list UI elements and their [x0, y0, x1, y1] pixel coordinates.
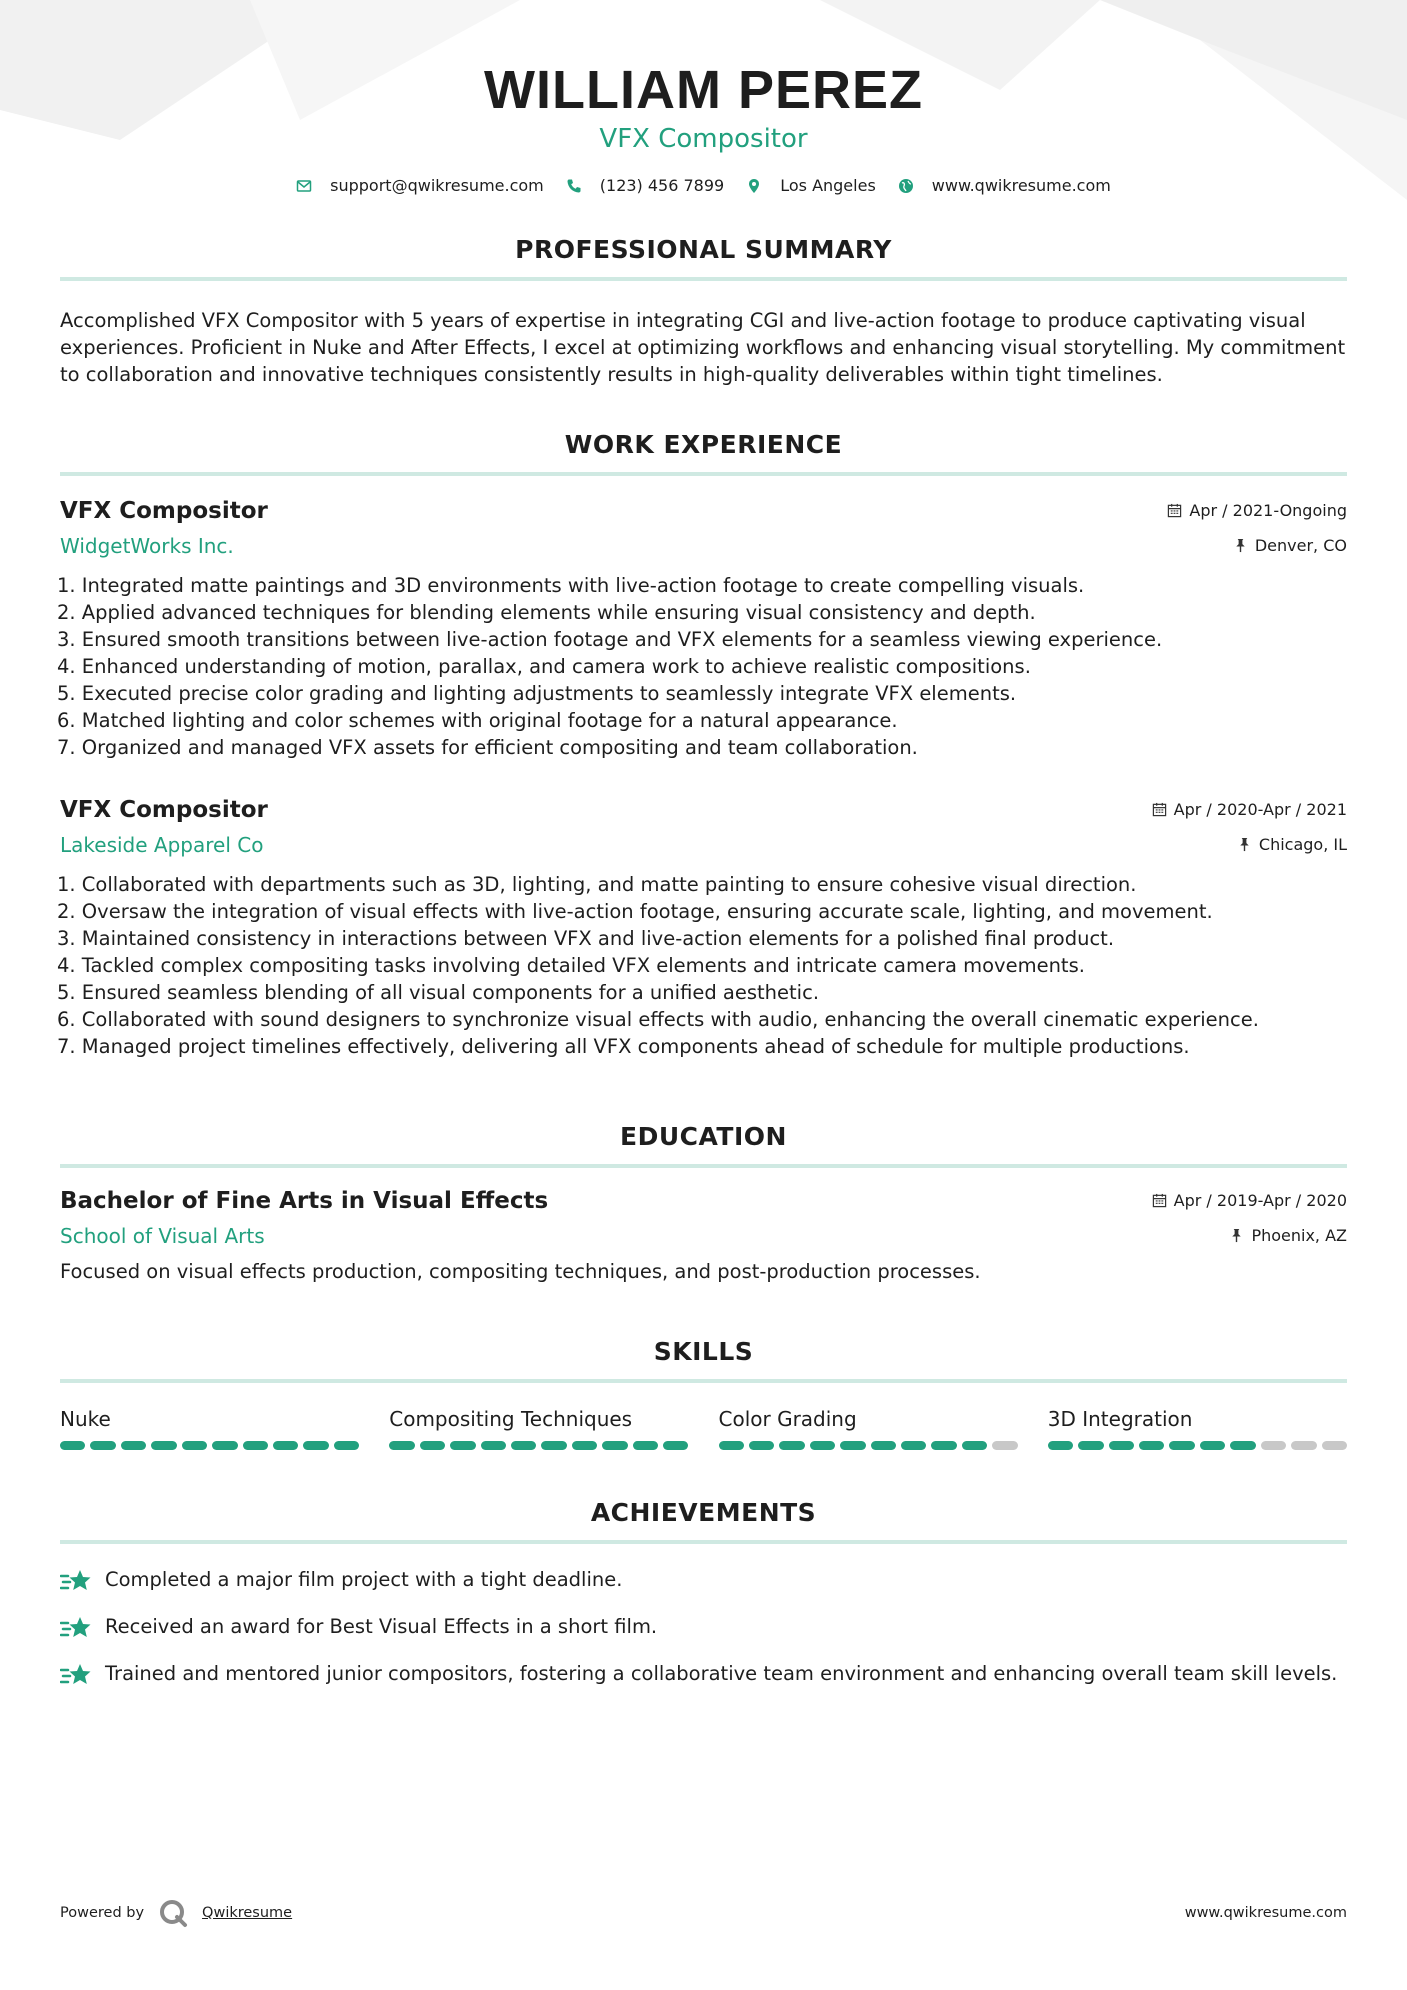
- location-text: Los Angeles: [780, 176, 876, 195]
- job-title: VFX Compositor: [599, 124, 808, 154]
- skill-level-segment: [182, 1441, 207, 1450]
- skill-name: Nuke: [60, 1407, 111, 1431]
- job-dates-text: Apr / 2021-Ongoing: [1189, 501, 1347, 520]
- skill-level-segment: [334, 1441, 359, 1450]
- achievements-heading: ACHIEVEMENTS: [60, 1498, 1347, 1544]
- education-description: Focused on visual effects production, compositing techniques, and post-production processes.: [60, 1260, 981, 1283]
- list-item: 4. Tackled complex compositing tasks involving detailed VFX elements and intricate camera movements.: [57, 954, 1085, 977]
- skill-item: [60, 1407, 359, 1450]
- job-company: WidgetWorks Inc.: [60, 534, 234, 558]
- job-entry: [57, 498, 1347, 761]
- skill-level-segment: [1261, 1441, 1286, 1450]
- skill-level-segment: [810, 1441, 835, 1450]
- achievement-text: Completed a major film project with a tight deadline.: [105, 1568, 623, 1591]
- contact-location: [746, 176, 876, 195]
- calendar-icon: [1167, 503, 1182, 518]
- skill-level-segment: [572, 1441, 597, 1450]
- pushpin-icon: [1237, 837, 1252, 852]
- job-company: Lakeside Apparel Co: [60, 833, 264, 857]
- skill-level-segment: [1048, 1441, 1073, 1450]
- phone-text: (123) 456 7899: [599, 176, 725, 195]
- skill-level-segment: [541, 1441, 566, 1450]
- skill-level-bar: [1048, 1441, 1347, 1450]
- education-dates-text: Apr / 2019-Apr / 2020: [1173, 1191, 1347, 1210]
- skill-level-segment: [243, 1441, 268, 1450]
- skill-level-segment: [1291, 1441, 1316, 1450]
- skill-level-segment: [840, 1441, 865, 1450]
- qwikresume-logo-icon: [158, 1898, 188, 1928]
- list-item: 2. Oversaw the integration of visual effects with live-action footage, ensuring accurate scale, lighting, and movement.: [57, 900, 1213, 923]
- education-location-text: Phoenix, AZ: [1251, 1226, 1347, 1245]
- skills-grid: [60, 1407, 1347, 1450]
- list-item: 7. Organized and managed VFX assets for efficient compositing and team collaboration.: [57, 736, 918, 759]
- contact-email[interactable]: [296, 176, 544, 195]
- pushpin-icon: [1233, 538, 1248, 553]
- skill-level-segment: [151, 1441, 176, 1450]
- star-badge-icon: [60, 1613, 94, 1643]
- skill-name: Compositing Techniques: [389, 1407, 633, 1431]
- job-location: [1237, 835, 1347, 854]
- skill-level-segment: [1078, 1441, 1103, 1450]
- list-item: 3. Ensured smooth transitions between live-action footage and VFX elements for a seamless viewing experience.: [57, 628, 1163, 651]
- job-bullets: [57, 572, 1347, 761]
- list-item: 5. Ensured seamless blending of all visual components for a unified aesthetic.: [57, 981, 820, 1004]
- list-item: 3. Maintained consistency in interactions between VFX and live-action elements for a polished final product.: [57, 927, 1115, 950]
- calendar-icon: [1152, 1193, 1167, 1208]
- achievement-item: [60, 1566, 1347, 1596]
- contact-website[interactable]: [898, 176, 1111, 195]
- job-dates: [1152, 800, 1347, 819]
- education-location: [1229, 1226, 1347, 1245]
- skill-level-segment: [1139, 1441, 1164, 1450]
- skill-level-segment: [1169, 1441, 1194, 1450]
- skill-level-bar: [60, 1441, 359, 1450]
- degree: Bachelor of Fine Arts in Visual Effects: [60, 1188, 549, 1214]
- skill-level-segment: [389, 1441, 414, 1450]
- powered-by: [60, 1898, 292, 1928]
- job-bullets: [57, 871, 1347, 1060]
- list-item: 1. Integrated matte paintings and 3D environments with live-action footage to create compelling visuals.: [57, 574, 1085, 597]
- skill-level-segment: [121, 1441, 146, 1450]
- skill-level-segment: [303, 1441, 328, 1450]
- footer: [60, 1898, 1347, 1928]
- website-text: www.qwikresume.com: [931, 176, 1111, 195]
- calendar-icon: [1152, 802, 1167, 817]
- skill-level-segment: [1200, 1441, 1225, 1450]
- skill-level-segment: [90, 1441, 115, 1450]
- skill-level-segment: [1109, 1441, 1134, 1450]
- skill-level-segment: [602, 1441, 627, 1450]
- star-badge-icon: [60, 1660, 94, 1690]
- job-role: VFX Compositor: [60, 797, 268, 823]
- phone-icon: [566, 178, 582, 194]
- list-item: 1. Collaborated with departments such as 3D, lighting, and matte painting to ensure cohesive visual direction.: [57, 873, 1137, 896]
- job-dates: [1167, 501, 1347, 520]
- skill-level-segment: [273, 1441, 298, 1450]
- skill-level-segment: [60, 1441, 85, 1450]
- job-location-text: Chicago, IL: [1258, 835, 1347, 854]
- skill-level-segment: [663, 1441, 688, 1450]
- school: School of Visual Arts: [60, 1224, 265, 1248]
- list-item: 5. Executed precise color grading and lighting adjustments to seamlessly integrate VFX elements.: [57, 682, 1017, 705]
- skill-level-segment: [633, 1441, 658, 1450]
- email-text: support@qwikresume.com: [330, 176, 544, 195]
- skill-level-segment: [931, 1441, 956, 1450]
- map-pin-icon: [746, 178, 762, 194]
- skill-item: [1048, 1407, 1347, 1450]
- experience-heading: WORK EXPERIENCE: [60, 430, 1347, 476]
- job-role: VFX Compositor: [60, 498, 268, 524]
- skill-level-segment: [450, 1441, 475, 1450]
- skill-level-bar: [719, 1441, 1018, 1450]
- list-item: 4. Enhanced understanding of motion, parallax, and camera work to achieve realistic compositions.: [57, 655, 1031, 678]
- achievement-text: Trained and mentored junior compositors, fostering a collaborative team environment and enhancing overall team skill levels.: [105, 1662, 1338, 1685]
- skill-item: [389, 1407, 688, 1450]
- list-item: 7. Managed project timelines effectively, delivering all VFX components ahead of schedule for multiple productions.: [57, 1035, 1190, 1058]
- skill-level-segment: [481, 1441, 506, 1450]
- skills-heading: SKILLS: [60, 1337, 1347, 1383]
- skill-name: 3D Integration: [1047, 1407, 1193, 1431]
- pushpin-icon: [1229, 1228, 1244, 1243]
- skill-level-bar: [389, 1441, 688, 1450]
- education-entry: [60, 1188, 1347, 1285]
- contact-phone[interactable]: [566, 176, 724, 195]
- job-location-text: Denver, CO: [1254, 536, 1347, 555]
- powered-by-label: Powered by: [60, 1905, 145, 1921]
- summary-heading: PROFESSIONAL SUMMARY: [60, 235, 1347, 281]
- footer-website[interactable]: www.qwikresume.com: [1184, 1905, 1347, 1921]
- list-item: 6. Matched lighting and color schemes with original footage for a natural appearance.: [57, 709, 898, 732]
- envelope-icon: [296, 178, 312, 194]
- skill-level-segment: [992, 1441, 1017, 1450]
- skill-level-segment: [719, 1441, 744, 1450]
- skill-level-segment: [749, 1441, 774, 1450]
- achievement-text: Received an award for Best Visual Effects in a short film.: [105, 1615, 658, 1638]
- star-badge-icon: [60, 1566, 94, 1596]
- skill-level-segment: [962, 1441, 987, 1450]
- job-dates-text: Apr / 2020-Apr / 2021: [1173, 800, 1347, 819]
- skill-name: Color Grading: [718, 1407, 857, 1431]
- education-heading: EDUCATION: [60, 1122, 1347, 1168]
- skill-level-segment: [511, 1441, 536, 1450]
- achievement-item: [60, 1660, 1347, 1690]
- skill-level-segment: [420, 1441, 445, 1450]
- skill-level-segment: [901, 1441, 926, 1450]
- skill-level-segment: [1230, 1441, 1255, 1450]
- skill-level-segment: [1322, 1441, 1347, 1450]
- skill-item: [719, 1407, 1018, 1450]
- achievement-item: [60, 1613, 1347, 1643]
- skill-level-segment: [871, 1441, 896, 1450]
- brand-link[interactable]: Qwikresume: [202, 1905, 293, 1921]
- skill-level-segment: [779, 1441, 804, 1450]
- globe-icon: [898, 178, 914, 194]
- skill-level-segment: [212, 1441, 237, 1450]
- candidate-name: WILLIAM PEREZ: [484, 60, 923, 120]
- job-location: [1233, 536, 1347, 555]
- list-item: 2. Applied advanced techniques for blending elements while ensuring visual consistency and depth.: [57, 601, 1036, 624]
- summary-text: Accomplished VFX Compositor with 5 years of expertise in integrating CGI and live-action footage to produce captivating visual experiences. Proficient in Nuke and After Effects, I excel at optimizing workflows and enhancing visual storytelling. My commitment to collaboration and innovative techniques consistently results in high-quality deliverables within tight timelines.: [60, 309, 1346, 386]
- list-item: 6. Collaborated with sound designers to synchronize visual effects with audio, enhancing the overall cinematic experience.: [57, 1008, 1259, 1031]
- education-dates: [1152, 1191, 1347, 1210]
- job-entry: [57, 797, 1347, 1060]
- contact-bar: [0, 176, 1407, 195]
